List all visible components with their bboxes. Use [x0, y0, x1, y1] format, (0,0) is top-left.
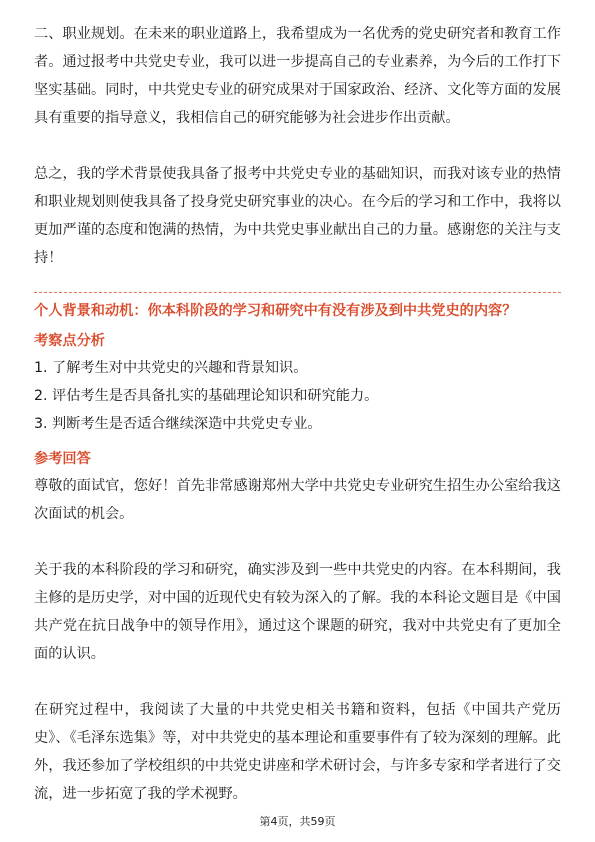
page-number: 第4页，共59页 — [259, 815, 336, 828]
interview-question: 个人背景和动机：你本科阶段的学习和研究中有没有涉及到中共党史的内容？ — [34, 303, 517, 319]
section-divider — [34, 292, 561, 293]
answer-paragraph-greeting: 尊敬的面试官，您好！首先非常感谢郑州大学中共党史专业研究生招生办公室给我这次面试的机会。 — [34, 478, 561, 522]
upper-content — [34, 20, 561, 272]
answer-heading: 参考回答 — [34, 451, 91, 467]
career-plan-paragraph: 二、职业规划。在未来的职业道路上，我希望成为一名优秀的党史研究者和教育工作者。通过报考中共党史专业，我可以进一步提高自己的专业素养，为今后的工作打下坚实基础。同时，中共党史专业的研究成果对于国家政治、经济、文化等方面的发展具有重要的指导意义，我相信自己的研究能够为社会进步作出贡献。 — [34, 26, 561, 126]
answer-paragraph-research: 在研究过程中，我阅读了大量的中共党史相关书籍和资料，包括《中国共产党历史》、《毛泽东选集》等，对中共党史的基本理论和重要事件有了较为深刻的理解。此外，我还参加了学校组织的中共党史讲座和学术研讨会，与许多专家和学者进行了交流，进一步拓宽了我的学术视野。 — [34, 702, 561, 802]
analysis-item: 1. 了解考生对中共党史的兴趣和背景知识。 — [34, 360, 308, 376]
analysis-item: 2. 评估考生是否具备扎实的基础理论知识和研究能力。 — [34, 388, 379, 404]
answer-paragraph-study: 关于我的本科阶段的学习和研究，确实涉及到一些中共党史的内容。在本科期间，我主修的是历史学，对中国的近现代史有较为深入的了解。我的本科论文题目是《中国共产党在抗日战争中的领导作用》，通过这个课题的研究，我对中共党史有了更加全面的认识。 — [34, 562, 561, 662]
answer-section — [34, 328, 561, 808]
summary-paragraph: 总之，我的学术背景使我具备了报考中共党史专业的基础知识，而我对该专业的热情和职业规划则使我具备了投身党史研究事业的决心。在今后的学习和工作中，我将以更加严谨的态度和饱满的热情，为中共党史事业献出自己的力量。感谢您的关注与支持！ — [34, 166, 561, 266]
analysis-heading: 考察点分析 — [34, 333, 105, 349]
analysis-item: 3. 判断考生是否适合继续深造中共党史专业。 — [34, 416, 322, 432]
